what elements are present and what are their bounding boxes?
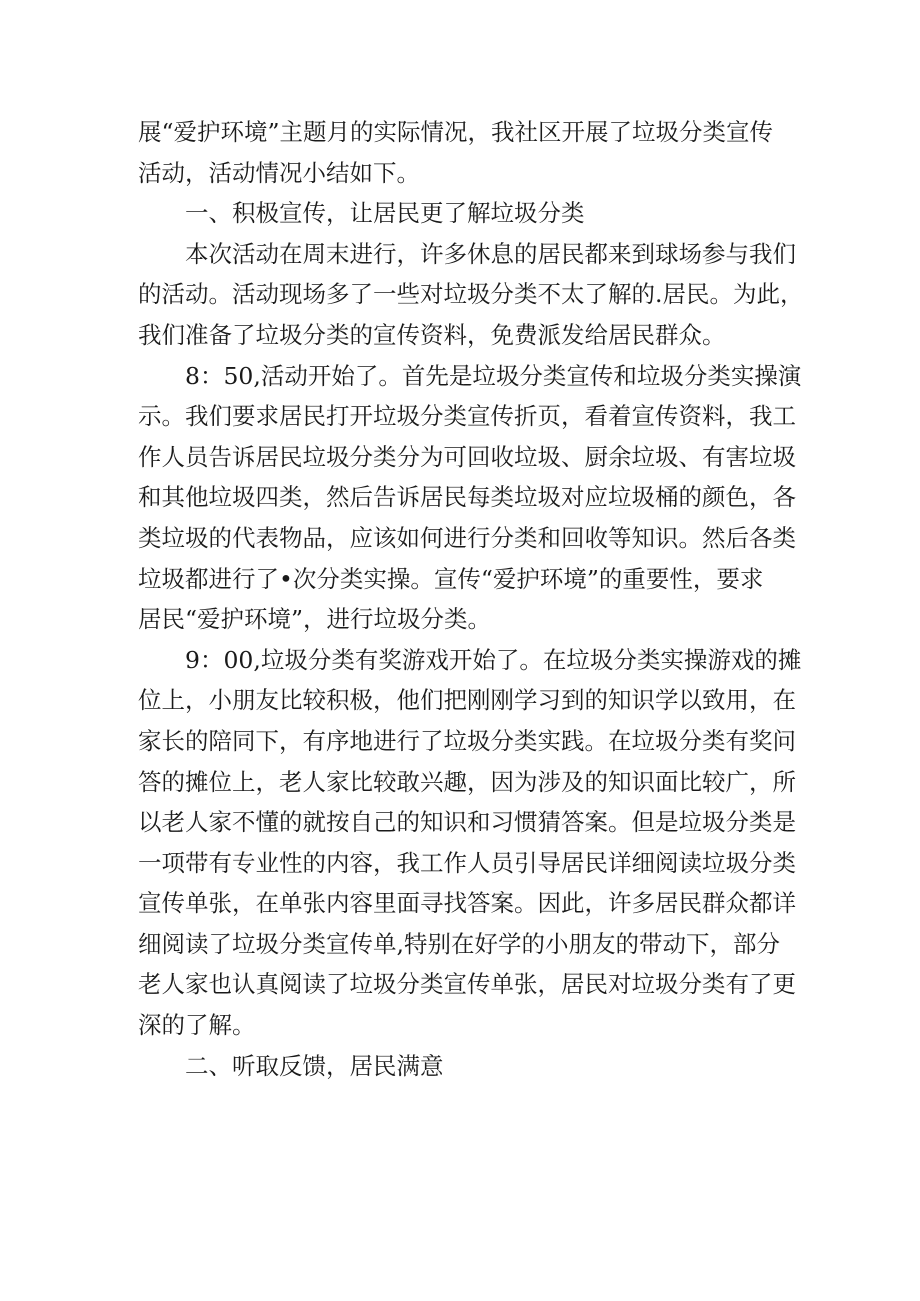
paragraph-first-line: 一、积极宣传，让居民更了解垃圾分类 — [185, 199, 585, 228]
paragraph-line: 答的摊位上，老人家比较敢兴趣，因为涉及的知识面比较广，所 — [138, 767, 796, 796]
paragraph-line: 深的了解。 — [138, 1011, 256, 1040]
paragraph-line: 居民“爱护环境”，进行垃圾分类。 — [138, 605, 492, 634]
paragraph-line: 一项带有专业性的内容，我工作人员引导居民详细阅读垃圾分类 — [138, 848, 796, 877]
paragraph-first-line: 二、听取反馈，居民满意 — [185, 1051, 444, 1080]
paragraph-first-line: 8：50,活动开始了。首先是垃圾分类宣传和垃圾分类实操演 — [185, 361, 802, 390]
paragraph-line: 细阅读了垃圾分类宣传单,特别在好学的小朋友的带动下，部分 — [138, 929, 780, 958]
paragraph-line: 的活动。活动现场多了一些对垃圾分类不太了解的.居民。为此， — [138, 280, 804, 309]
paragraph-line: 展“爱护环境”主题月的实际情况，我社区开展了垃圾分类宣传 — [138, 118, 774, 146]
paragraph-line: 宣传单张，在单张内容里面寻找答案。因此，许多居民群众都详 — [138, 889, 796, 918]
paragraph-line: 老人家也认真阅读了垃圾分类宣传单张，居民对垃圾分类有了更 — [138, 970, 796, 999]
paragraph-line: 以老人家不懂的就按自己的知识和习惯猜答案。但是垃圾分类是 — [138, 808, 796, 837]
paragraph-line: 垃圾都进行了•次分类实操。宣传“爱护环境”的重要性，要求 — [138, 564, 764, 593]
paragraph-first-line: 9：00,垃圾分类有奖游戏开始了。在垃圾分类实操游戏的摊 — [185, 645, 802, 674]
document-body — [138, 112, 804, 1086]
paragraph-line: 我们准备了垃圾分类的宣传资料，免费派发给居民群众。 — [138, 320, 726, 349]
paragraph-line: 位上，小朋友比较积极，他们把刚刚学习到的知识学以致用，在 — [138, 686, 796, 715]
paragraph-line: 活动，活动情况小结如下。 — [138, 158, 420, 187]
paragraph-first-line: 本次活动在周末进行，许多休息的居民都来到球场参与我们 — [185, 239, 796, 268]
paragraph-line: 家长的陪同下，有序地进行了垃圾分类实践。在垃圾分类有奖问 — [138, 726, 796, 755]
paragraph-line: 示。我们要求居民打开垃圾分类宣传折页，看着宣传资料，我工 — [138, 402, 796, 431]
paragraph-line: 作人员告诉居民垃圾分类分为可回收垃圾、厨余垃圾、有害垃圾 — [138, 442, 796, 471]
paragraph-line: 类垃圾的代表物品，应该如何进行分类和回收等知识。然后各类 — [138, 523, 796, 552]
paragraph-line: 和其他垃圾四类，然后告诉居民每类垃圾对应垃圾桶的颜色，各 — [138, 483, 796, 512]
